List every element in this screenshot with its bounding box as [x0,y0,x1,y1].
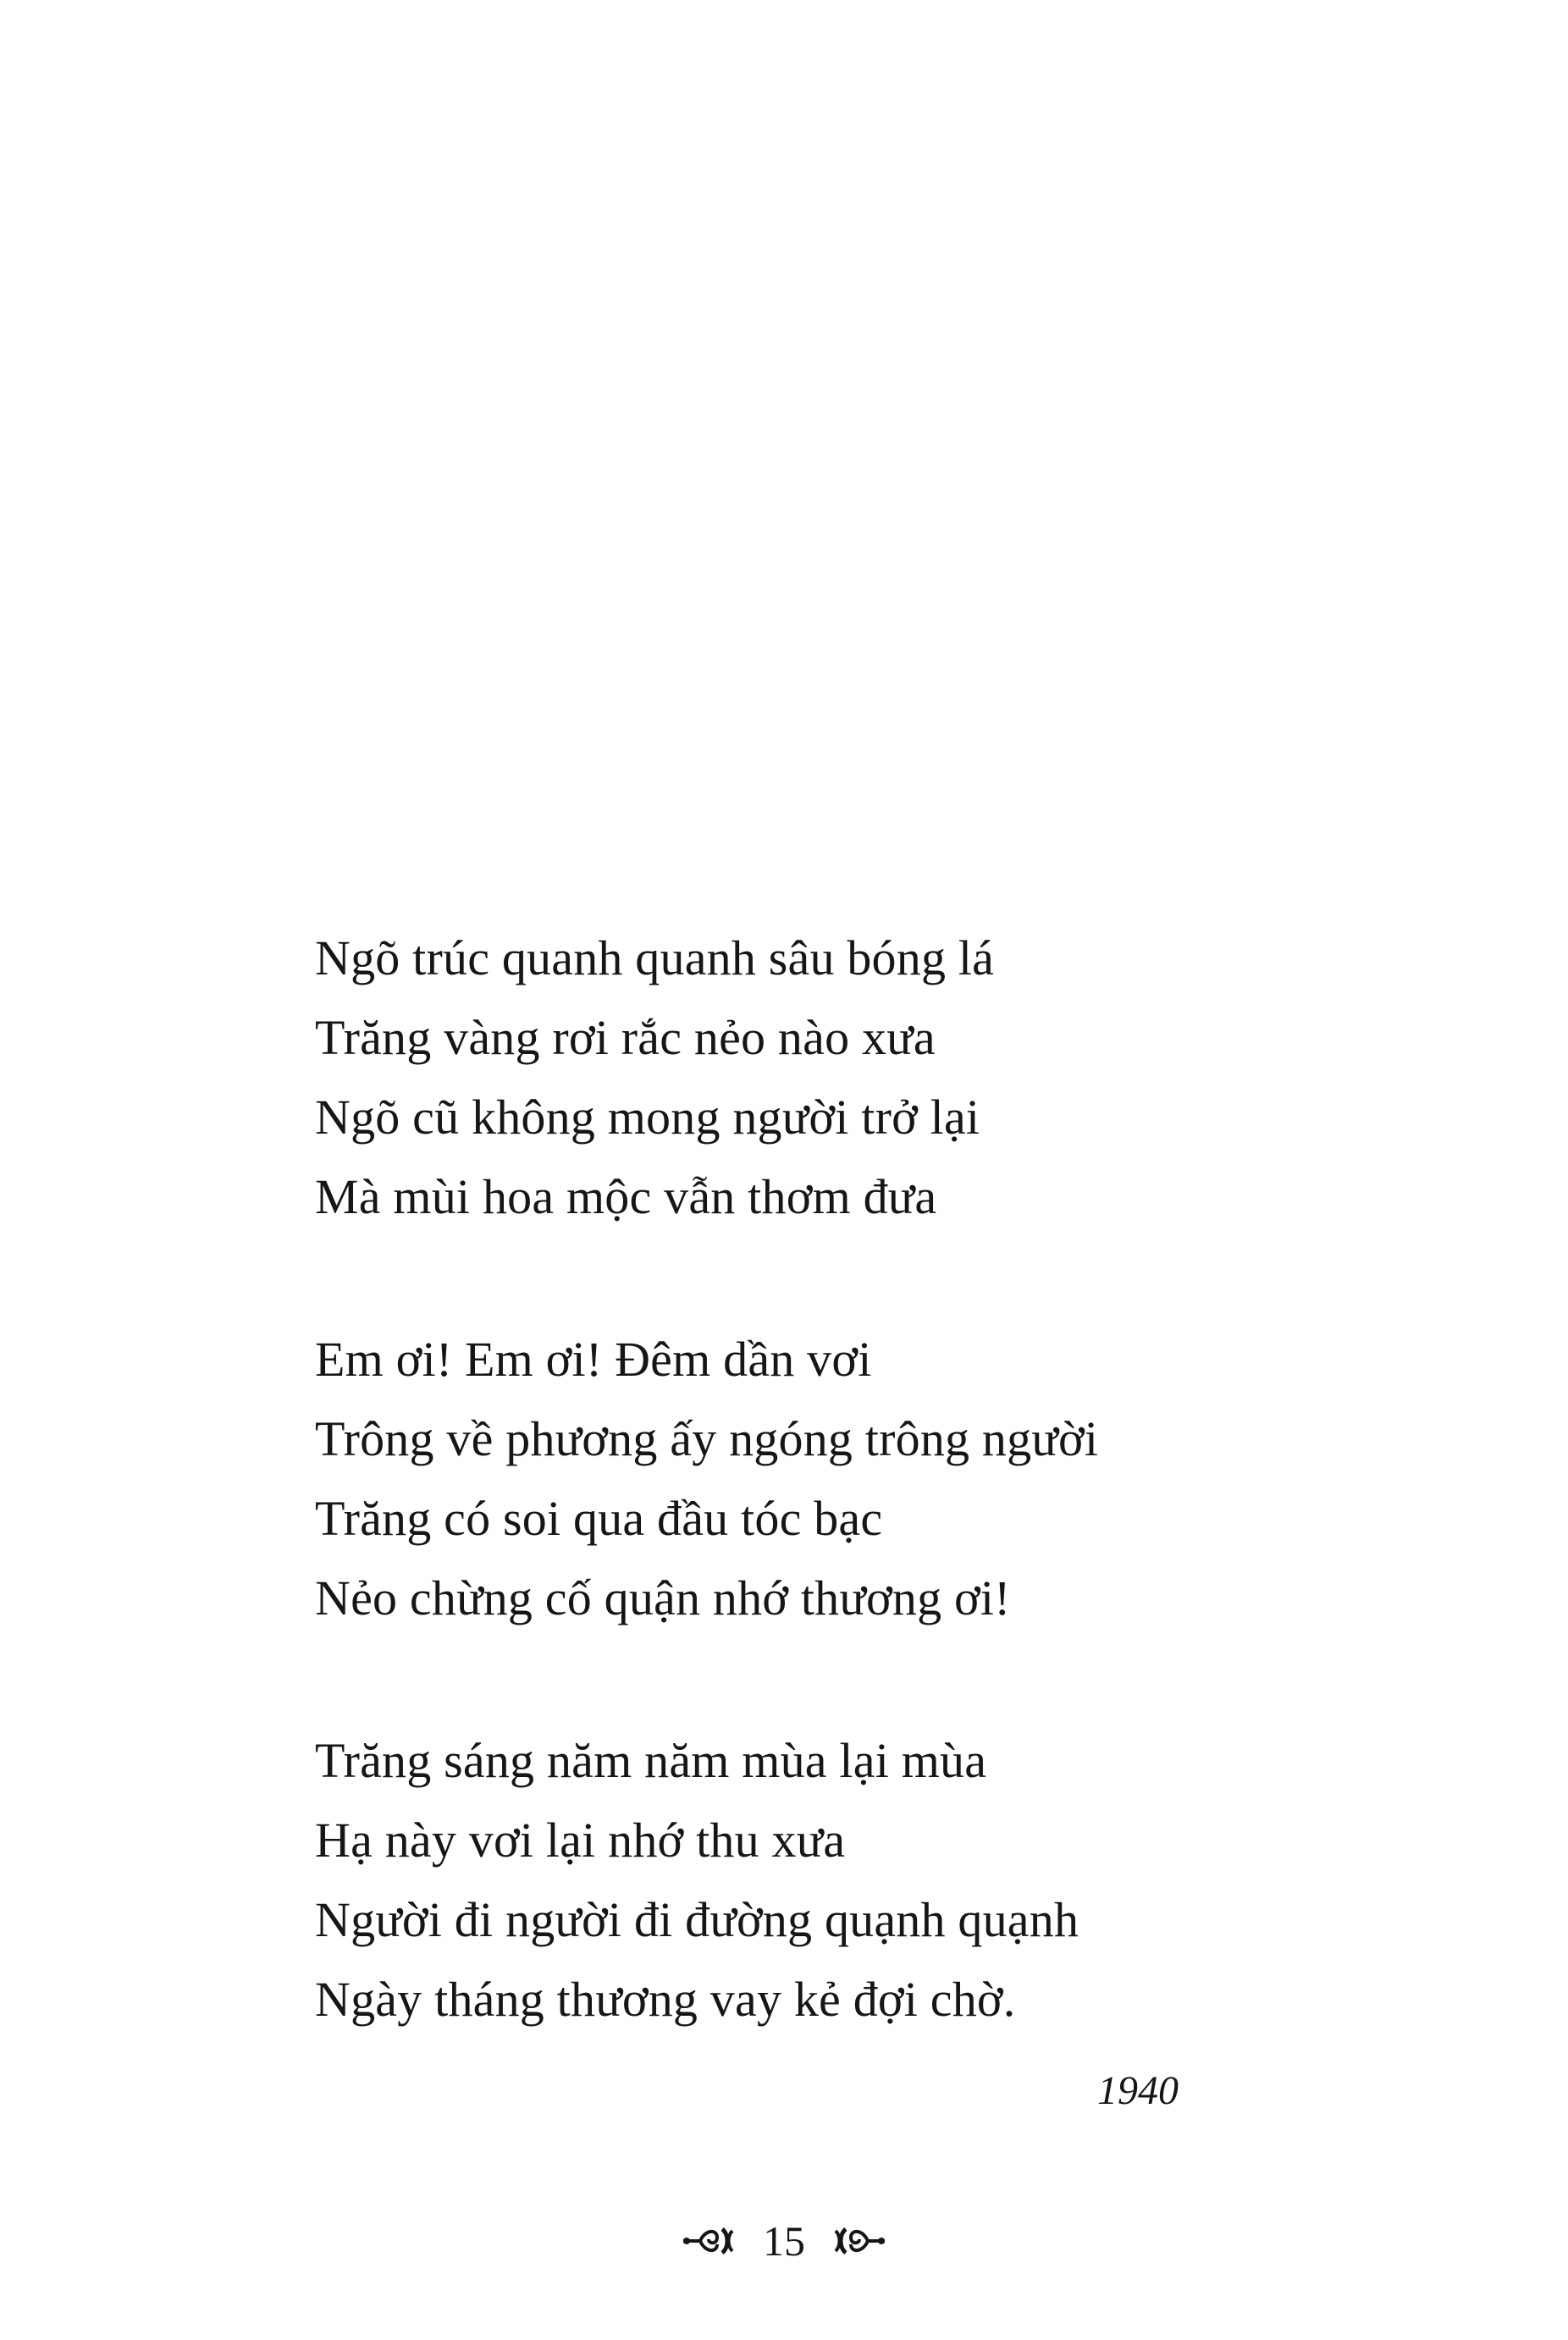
poem-year: 1940 [1097,2068,1179,2113]
poem-line: Trông về phương ấy ngóng trông người [315,1411,1099,1466]
stanza-3 [315,1721,1331,2039]
poem-line: Trăng sáng năm năm mùa lại mùa [315,1733,987,1788]
poem-line: Ngày tháng thương vay kẻ đợi chờ. [315,1972,1016,2027]
poem-line: Em ơi! Em ơi! Đêm dần vơi [315,1332,872,1387]
poem-line: Trăng vàng rơi rắc nẻo nào xưa [315,1010,936,1065]
poem-line: Nẻo chừng cố quận nhớ thương ơi! [315,1570,1011,1625]
stanza-1 [315,919,1331,1237]
poem-line: Trăng có soi qua đầu tóc bạc [315,1491,883,1546]
poem-line: Ngõ trúc quanh quanh sâu bóng lá [315,930,995,985]
fleuron-right-icon [817,2222,888,2260]
page-footer [0,2211,1568,2271]
poem [315,919,1331,2122]
poem-line: Mà mùi hoa mộc vẫn thơm đưa [315,1169,937,1224]
poem-line: Hạ này vơi lại nhớ thu xưa [315,1813,846,1868]
page-number: 15 [763,2217,805,2265]
fleuron-left-icon [680,2222,751,2260]
poem-line: Ngõ cũ không mong người trở lại [315,1090,980,1145]
stanza-2 [315,1320,1331,1638]
poem-line: Người đi người đi đường quạnh quạnh [315,1892,1079,1947]
